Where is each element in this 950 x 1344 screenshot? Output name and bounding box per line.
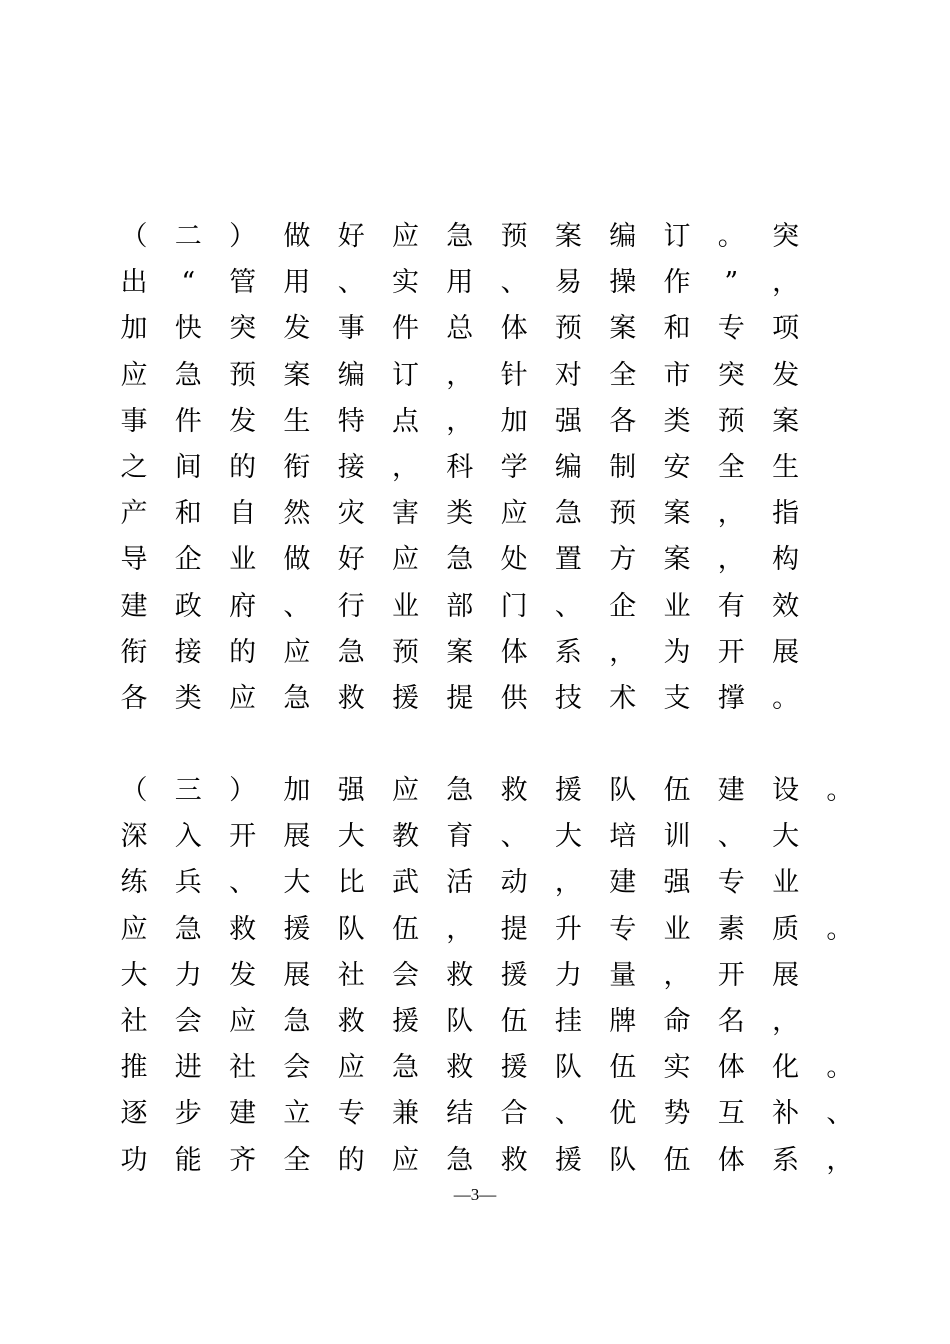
character: 队: [446, 1005, 474, 1037]
text-line: [110, 953, 870, 999]
character: 加: [283, 775, 311, 806]
character: 二: [174, 221, 202, 252]
character: 大: [120, 959, 148, 991]
character: 用: [283, 267, 311, 299]
character: 补: [772, 1098, 800, 1130]
character: 然: [283, 498, 311, 530]
character: 素: [717, 913, 745, 945]
character: 急: [283, 1005, 311, 1037]
character: 会: [174, 1005, 202, 1037]
character: 政: [174, 590, 202, 622]
character: 应: [229, 1005, 257, 1037]
character: 编: [609, 221, 637, 252]
character: 部: [446, 590, 474, 622]
character: 援: [554, 775, 582, 806]
character: 实: [663, 1052, 691, 1084]
character: 加: [120, 313, 148, 345]
character: 急: [446, 1144, 474, 1176]
character: 展: [772, 636, 800, 668]
text-line: [110, 491, 870, 537]
character: 用: [446, 267, 474, 299]
character: 展: [283, 959, 311, 991]
character: 专: [717, 867, 745, 899]
character: 的: [229, 451, 257, 483]
character: “: [181, 267, 196, 299]
character: 发: [772, 359, 800, 391]
character: 伍: [609, 1052, 637, 1084]
character: ，: [554, 867, 582, 899]
character: 系: [772, 1144, 800, 1176]
character: 对: [554, 359, 582, 391]
character: 。: [717, 221, 745, 252]
character: 预: [609, 498, 637, 530]
character: ）: [229, 221, 257, 252]
character: 强: [663, 867, 691, 899]
character: 急: [174, 359, 202, 391]
character: 名: [717, 1005, 745, 1037]
character: 点: [392, 405, 419, 437]
character: 应: [120, 359, 148, 391]
character: 接: [337, 451, 365, 483]
character: 事: [337, 313, 365, 345]
character: 救: [446, 1052, 474, 1084]
character: 企: [609, 590, 637, 622]
character: 援: [283, 913, 311, 945]
character: 急: [283, 682, 311, 714]
character: 产: [120, 498, 148, 530]
character: ，: [717, 544, 745, 576]
character: 系: [554, 636, 582, 668]
character: 救: [500, 775, 528, 806]
character: 发: [229, 959, 257, 991]
character: 编: [337, 359, 365, 391]
character: 有: [717, 590, 745, 622]
text-line: [110, 537, 870, 583]
character: 出: [120, 267, 148, 299]
character: 应: [337, 1052, 365, 1084]
character: 救: [229, 913, 257, 945]
character: 全: [609, 359, 637, 391]
character: 设: [772, 775, 800, 806]
character: 类: [446, 498, 474, 530]
character: 建: [717, 775, 745, 806]
character: 齐: [229, 1144, 257, 1176]
character: 武: [392, 867, 419, 899]
character: 急: [446, 221, 474, 252]
character: 业: [772, 867, 800, 899]
character: 各: [120, 682, 148, 714]
character: 作: [663, 267, 691, 299]
character: ，: [772, 267, 800, 299]
character: 业: [229, 544, 257, 576]
character: ，: [663, 959, 691, 991]
character: 功: [120, 1144, 148, 1176]
character: 比: [337, 867, 365, 899]
character: 案: [283, 359, 311, 391]
character: 。: [826, 1052, 854, 1084]
character: 处: [500, 544, 528, 576]
character: 预: [229, 359, 257, 391]
character: 救: [446, 959, 474, 991]
character: 援: [554, 1144, 582, 1176]
character: 培: [609, 821, 637, 853]
character: 科: [446, 451, 474, 483]
character: 牌: [609, 1005, 637, 1037]
character: 升: [554, 913, 582, 945]
text-line: [110, 353, 870, 399]
character: 急: [174, 913, 202, 945]
character: ，: [826, 1144, 854, 1176]
character: 案: [663, 544, 691, 576]
character: 事: [120, 405, 148, 437]
character: 能: [174, 1144, 202, 1176]
character: 教: [392, 821, 419, 853]
character: 队: [609, 1144, 637, 1176]
character: ，: [772, 1005, 800, 1037]
character: 好: [337, 544, 365, 576]
text-line: [110, 1091, 870, 1137]
character: 体: [717, 1052, 745, 1084]
character: 建: [120, 590, 148, 622]
character: 行: [337, 590, 365, 622]
character: 质: [772, 913, 800, 945]
character: 案: [772, 405, 800, 437]
character: 间: [174, 451, 202, 483]
character: 步: [174, 1098, 202, 1130]
character: 援: [392, 682, 419, 714]
text-line: [110, 584, 870, 630]
character: ，: [446, 913, 474, 945]
character: 量: [609, 959, 637, 991]
character: 为: [663, 636, 691, 668]
character: 伍: [663, 1144, 691, 1176]
text-line: [110, 999, 870, 1045]
character: 突: [717, 359, 745, 391]
character: 开: [229, 821, 257, 853]
character: 发: [283, 313, 311, 345]
character: 易: [554, 267, 582, 299]
character: 案: [663, 498, 691, 530]
character: 灾: [337, 498, 365, 530]
character: 提: [446, 682, 474, 714]
character: 生: [283, 405, 311, 437]
character: 提: [500, 913, 528, 945]
character: 强: [337, 775, 365, 806]
character: 、: [500, 821, 528, 853]
character: 。: [826, 775, 854, 806]
character: （: [120, 775, 148, 806]
text-line: [110, 676, 870, 722]
character: 发: [229, 405, 257, 437]
character: 逐: [120, 1098, 148, 1130]
character: 订: [663, 221, 691, 252]
character: 订: [392, 359, 419, 391]
character: 各: [609, 405, 637, 437]
character: 企: [174, 544, 202, 576]
character: 方: [609, 544, 637, 576]
character: 挂: [554, 1005, 582, 1037]
character: 好: [337, 221, 365, 252]
paragraph-emergency-plan: [110, 214, 870, 722]
character: 业: [392, 590, 419, 622]
character: 预: [392, 636, 419, 668]
character: 兵: [174, 867, 202, 899]
character: 急: [554, 498, 582, 530]
character: 命: [663, 1005, 691, 1037]
character: 安: [663, 451, 691, 483]
character: 做: [283, 221, 311, 252]
text-line: [110, 399, 870, 445]
character: 队: [609, 775, 637, 806]
text-line: [110, 214, 870, 260]
character: 、: [337, 267, 365, 299]
character: 应: [392, 544, 419, 576]
character: 技: [554, 682, 582, 714]
character: 体: [500, 313, 528, 345]
character: 操: [609, 267, 637, 299]
text-line: [110, 907, 870, 953]
character: 立: [283, 1098, 311, 1130]
character: 应: [392, 775, 419, 806]
character: 衔: [120, 636, 148, 668]
character: 急: [337, 636, 365, 668]
character: 大: [337, 821, 365, 853]
character: 针: [500, 359, 528, 391]
text-line: [110, 860, 870, 906]
character: 应: [500, 498, 528, 530]
character: 力: [174, 959, 202, 991]
character: ，: [392, 451, 419, 483]
character: 应: [392, 221, 419, 252]
text-line: [110, 1045, 870, 1091]
character: 急: [446, 544, 474, 576]
text-line: [110, 445, 870, 491]
character: 的: [337, 1144, 365, 1176]
character: 会: [283, 1052, 311, 1084]
character: 急: [446, 775, 474, 806]
character: 专: [609, 913, 637, 945]
character: 突: [229, 313, 257, 345]
character: 、: [826, 1098, 854, 1130]
character: 开: [717, 636, 745, 668]
character: 救: [500, 1144, 528, 1176]
character: ，: [446, 405, 474, 437]
character: 深: [120, 821, 148, 853]
character: 业: [663, 590, 691, 622]
text-line: [110, 814, 870, 860]
text-line: [110, 1138, 870, 1184]
character: 全: [717, 451, 745, 483]
character: 。: [826, 913, 854, 945]
character: 力: [554, 959, 582, 991]
character: 开: [717, 959, 745, 991]
character: 术: [609, 682, 637, 714]
character: 专: [717, 313, 745, 345]
character: 进: [174, 1052, 202, 1084]
character: 建: [609, 867, 637, 899]
character: 实: [392, 267, 419, 299]
character: 制: [609, 451, 637, 483]
character: 和: [174, 498, 202, 530]
character: 练: [120, 867, 148, 899]
character: 、: [717, 821, 745, 853]
character: 三: [174, 775, 202, 806]
character: 害: [392, 498, 419, 530]
character: 队: [554, 1052, 582, 1084]
character: 大: [283, 867, 311, 899]
character: （: [120, 221, 148, 252]
character: 编: [554, 451, 582, 483]
character: 社: [229, 1052, 257, 1084]
text-line: [110, 306, 870, 352]
character: 、: [500, 267, 528, 299]
character: 业: [663, 913, 691, 945]
character: 训: [663, 821, 691, 853]
text-line: [110, 630, 870, 676]
character: 、: [554, 590, 582, 622]
text-line: [110, 260, 870, 306]
character: 的: [229, 636, 257, 668]
character: 育: [446, 821, 474, 853]
character: 管: [229, 267, 257, 299]
character: 互: [717, 1098, 745, 1130]
character: 结: [446, 1098, 474, 1130]
character: 支: [663, 682, 691, 714]
character: 项: [772, 313, 800, 345]
character: 社: [337, 959, 365, 991]
character: 大: [554, 821, 582, 853]
character: 效: [772, 590, 800, 622]
character: 全: [283, 1144, 311, 1176]
character: 预: [500, 221, 528, 252]
character: 和: [663, 313, 691, 345]
character: 门: [500, 590, 528, 622]
character: 伍: [500, 1005, 528, 1037]
character: 体: [500, 636, 528, 668]
character: 救: [337, 682, 365, 714]
character: 兼: [392, 1098, 419, 1130]
character: 衔: [283, 451, 311, 483]
character: 专: [337, 1098, 365, 1130]
character: 特: [337, 405, 365, 437]
character: ，: [446, 359, 474, 391]
character: 合: [500, 1098, 528, 1130]
character: 市: [663, 359, 691, 391]
character: ”: [724, 267, 739, 299]
character: 案: [609, 313, 637, 345]
character: 建: [229, 1098, 257, 1130]
character: 救: [337, 1005, 365, 1037]
character: 化: [772, 1052, 800, 1084]
character: 援: [392, 1005, 419, 1037]
character: 件: [392, 313, 419, 345]
page-number: —3—: [453, 1185, 497, 1204]
character: 援: [500, 959, 528, 991]
paragraph-rescue-team: [110, 768, 870, 1184]
character: 案: [554, 221, 582, 252]
character: ，: [717, 498, 745, 530]
character: 自: [229, 498, 257, 530]
character: 学: [500, 451, 528, 483]
text-line: [110, 768, 870, 814]
character: 预: [717, 405, 745, 437]
character: 急: [392, 1052, 419, 1084]
character: 加: [500, 405, 528, 437]
character: 撑: [717, 682, 745, 714]
character: 突: [772, 221, 800, 252]
character: 导: [120, 544, 148, 576]
character: 之: [120, 451, 148, 483]
character: 快: [174, 313, 202, 345]
character: 类: [174, 682, 202, 714]
character: 伍: [392, 913, 419, 945]
character: 接: [174, 636, 202, 668]
character: 指: [772, 498, 800, 530]
character: 总: [446, 313, 474, 345]
character: ，: [609, 636, 637, 668]
character: 、: [283, 590, 311, 622]
character: 预: [554, 313, 582, 345]
character: 、: [229, 867, 257, 899]
character: 类: [663, 405, 691, 437]
character: 强: [554, 405, 582, 437]
character: 援: [500, 1052, 528, 1084]
character: 。: [772, 682, 800, 714]
character: 动: [500, 867, 528, 899]
character: 应: [229, 682, 257, 714]
character: 应: [120, 913, 148, 945]
character: 优: [609, 1098, 637, 1130]
character: 会: [392, 959, 419, 991]
character: 构: [772, 544, 800, 576]
character: 展: [283, 821, 311, 853]
character: 案: [446, 636, 474, 668]
character: 势: [663, 1098, 691, 1130]
character: 队: [337, 913, 365, 945]
character: 应: [283, 636, 311, 668]
character: 、: [554, 1098, 582, 1130]
character: 活: [446, 867, 474, 899]
character: 置: [554, 544, 582, 576]
character: 社: [120, 1005, 148, 1037]
character: 推: [120, 1052, 148, 1084]
character: 供: [500, 682, 528, 714]
character: 伍: [663, 775, 691, 806]
character: ）: [229, 775, 257, 806]
character: 做: [283, 544, 311, 576]
character: 生: [772, 451, 800, 483]
character: 件: [174, 405, 202, 437]
character: 应: [392, 1144, 419, 1176]
character: 入: [174, 821, 202, 853]
character: 体: [717, 1144, 745, 1176]
character: 府: [229, 590, 257, 622]
character: 大: [772, 821, 800, 853]
character: 展: [772, 959, 800, 991]
